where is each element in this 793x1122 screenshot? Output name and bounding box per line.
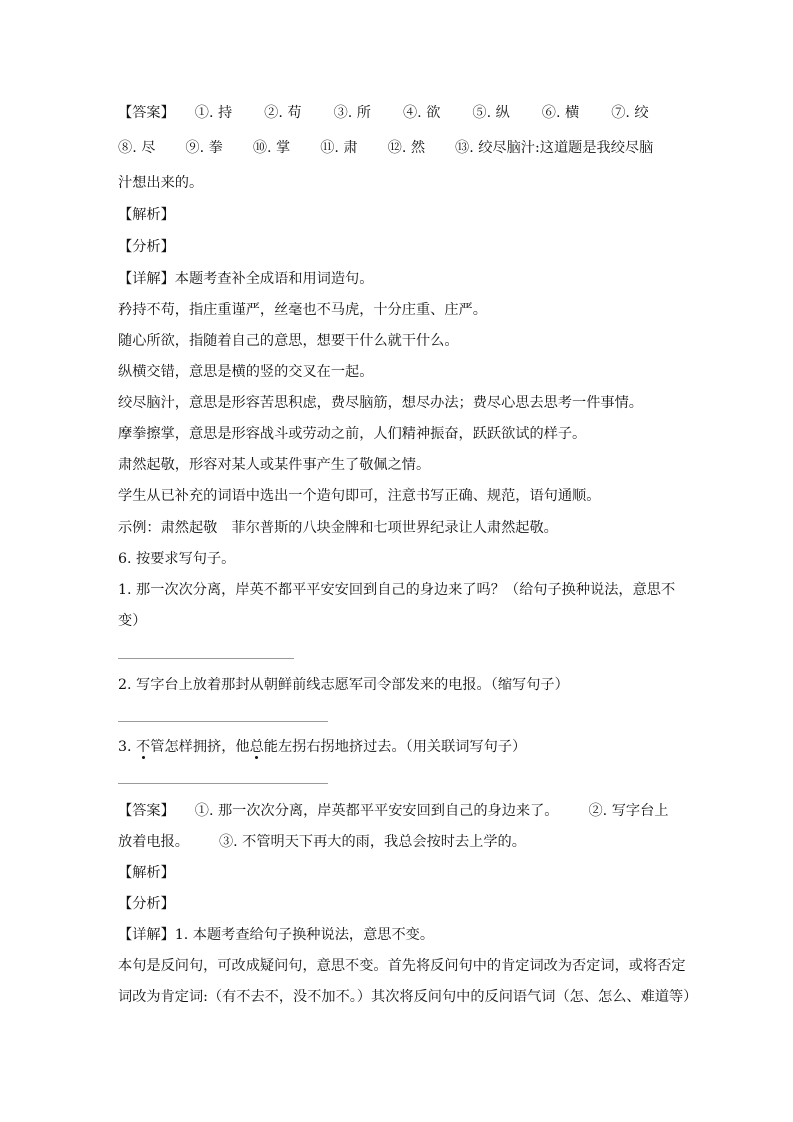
answer-label: 【答案】 — [118, 105, 175, 121]
answer-item: ④. 欲 — [402, 105, 441, 121]
detail-line: 本句是反问句，可改成疑问句，意思不变。首先将反问句中的肯定词改为否定词，或将否定 — [118, 958, 686, 974]
answer-item: ⑧. 尽 — [118, 140, 156, 156]
detail-heading — [118, 925, 434, 945]
detail-line: 矜持不苟，指庄重谨严，丝毫也不马虎，十分庄重、庄严。 — [118, 302, 487, 318]
answer-item: ⑨. 拳 — [185, 140, 223, 156]
question-title: 6. 按要求写句子。 — [118, 551, 236, 567]
detail-label: 【详解】 — [118, 271, 175, 287]
answer-blank-3[interactable] — [118, 783, 328, 784]
answer-blank-1[interactable] — [118, 658, 294, 659]
answer-item: ⑩. 掌 — [252, 140, 291, 156]
detail-line: 示例：肃然起敬 菲尔普斯的八块金牌和七项世界纪录让人肃然起敬。 — [118, 520, 558, 536]
answer-item: ⑥. 横 — [541, 105, 580, 121]
question-3-prefix: 3. — [118, 739, 137, 755]
detail-label: 【详解】 — [118, 927, 175, 943]
emphasis-char: 不 — [136, 739, 151, 755]
question-2: 2. 写字台上放着那封从朝鲜前线志愿军司令部发来的电报。（缩写句子） — [118, 677, 569, 693]
answer-item: ⑫. 然 — [387, 140, 426, 156]
answer2-row-1 — [118, 801, 668, 821]
fenxi-label: 【分析】 — [118, 896, 175, 912]
detail-line: 随心所欲，指随着自己的意思，想要干什么就干什么。 — [118, 333, 459, 349]
answer-item: ①. 那一次次分离，岸英都平平安安回到自己的身边来了。 — [194, 803, 559, 819]
answer-item: ②. 苟 — [264, 105, 302, 121]
answer-item: 放着电报。 — [118, 834, 189, 850]
answer-item: ②. 写字台上 — [588, 803, 669, 819]
analysis-label: 【解析】 — [118, 207, 175, 223]
detail-line: 纵横交错，意思是横的竖的交叉在一起。 — [118, 364, 374, 380]
question-1-line-1: 1. 那一次次分离，岸英不都平平安安回到自己的身边来了吗？（给句子换种说法，意思不 — [118, 582, 676, 598]
answer-blank-2[interactable] — [118, 721, 328, 722]
answer-row-2 — [118, 138, 653, 158]
question-1-line-2: 变） — [118, 613, 147, 629]
question-3 — [118, 737, 526, 757]
question-3-text: 能左拐右拐地挤过去。（用关联词写句子） — [263, 739, 527, 755]
detail-line: 绞尽脑汁，意思是形容苦思积虑，费尽脑筋，想尽办法；费尽心思去思考一件事情。 — [118, 395, 643, 411]
answer-item: ③. 不管明天下再大的雨，我总会按时去上学的。 — [218, 834, 526, 850]
answer-row-3: 汁想出来的。 — [118, 175, 204, 191]
detail-line: 词改为肯定词:（有不去不，没不加不。）其次将反问句中的反问语气词（怎、怎么、难道等） — [118, 989, 698, 1005]
answer-row-1 — [118, 103, 649, 123]
answer-item: ⑤. 纵 — [472, 105, 510, 121]
answer-item: ⑬. 绞尽脑汁:这道题是我绞尽脑 — [455, 140, 654, 156]
emphasis-char: 总 — [249, 739, 264, 755]
detail-text: 本题考查补全成语和用词造句。 — [174, 271, 374, 287]
fenxi-label: 【分析】 — [118, 239, 175, 255]
answer-item: ⑪. 肃 — [320, 140, 358, 156]
detail-text: 1. 本题考查给句子换种说法，意思不变。 — [174, 927, 435, 943]
answer-item: ①. 持 — [194, 105, 233, 121]
detail-line: 学生从已补充的词语中选出一个造句即可，注意书写正确、规范，语句通顺。 — [118, 488, 601, 504]
analysis-label: 【解析】 — [118, 865, 175, 881]
detail-line: 摩拳擦掌，意思是形容战斗或劳动之前，人们精神振奋，跃跃欲试的样子。 — [118, 426, 587, 442]
detail-line: 肃然起敬，形容对某人或某件事产生了敬佩之情。 — [118, 457, 431, 473]
answer-label: 【答案】 — [118, 803, 175, 819]
answer-item: ⑦. 绞 — [611, 105, 649, 121]
question-3-text: 管怎样拥挤，他 — [150, 739, 250, 755]
detail-heading — [118, 269, 373, 289]
answer2-row-2 — [118, 832, 526, 852]
answer-item: ③. 所 — [333, 105, 371, 121]
